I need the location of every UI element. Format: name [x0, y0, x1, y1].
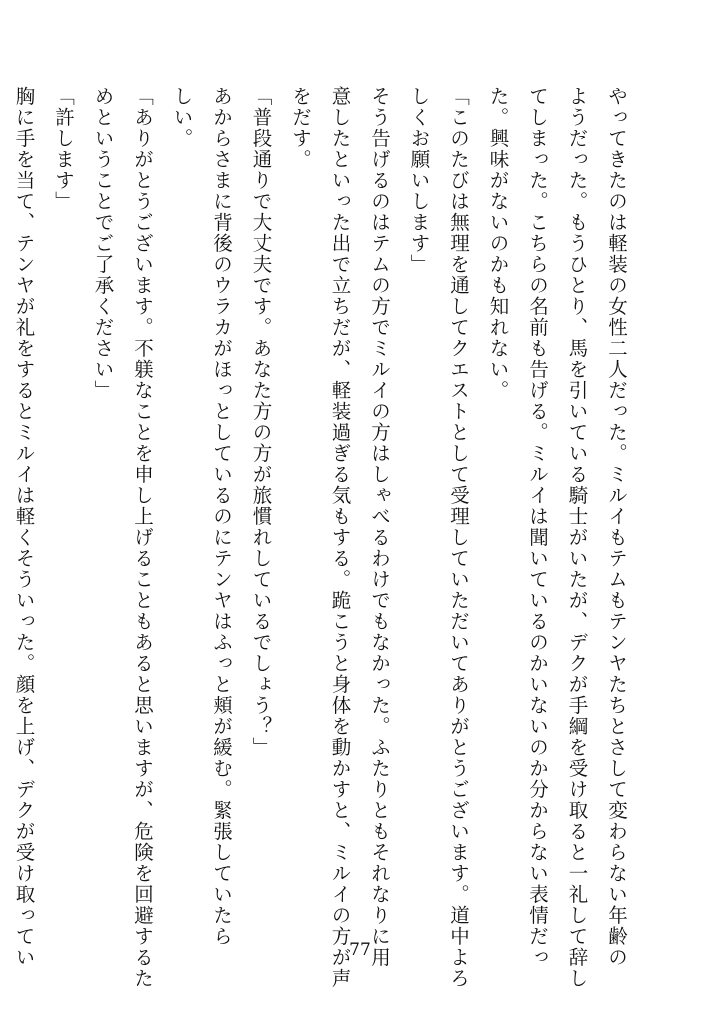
text-line: 胸に手を当て、テンヤが礼をするとミルイは軽くそういった。顔を上げ、デクが受け取ってい	[12, 86, 36, 968]
text-line: やってきたのは軽装の女性二人だった。ミルイもテムもテンヤたちとさして変わらない年齢の	[605, 86, 628, 968]
text-line: 「このたびは無理を通してクエストとして受理していただいてありがとうございます。道中よろ	[447, 86, 470, 989]
text-line: 意したといった出で立ちだが、軽装過ぎる気もする。跪こうと身体を動かすと、ミルイの方が声	[328, 86, 352, 989]
page-number: 77	[349, 940, 371, 960]
text-line	[0, 86, 4, 876]
text-line: 「普段通りで大丈夫です。あなた方の方が旅慣れしているでしょう？」	[249, 86, 273, 758]
text-line: てしまった。こちらの名前も告げる。ミルイは聞いているのかいないのか分からない表情だっ	[526, 86, 549, 968]
text-line: 「ありがとうございます。不躾なことを申し上げることもあると思いますが、危険を回避するた	[131, 86, 154, 989]
text-line: あからさまに背後のウラカがほっとしているのにテンヤはふっと頬が緩む。緊張していたら	[210, 86, 233, 947]
text-line: しい。	[170, 86, 194, 149]
text-line: しくお願いします」	[407, 86, 431, 275]
text-line: 「許します」	[52, 86, 75, 212]
text-line: をだす。	[289, 86, 312, 170]
text-line: た。興味がないのかも知れない。	[486, 86, 510, 401]
text-line: めということでご了承ください」	[91, 86, 115, 401]
text-line: そう告げるのはテムの方でミルイの方はしゃべるわけでもなかった。ふたりともそれなりに用	[368, 86, 391, 968]
text-line: ようだった。もうひとり、馬を引いている騎士がいたが、デクが手綱を受け取ると一礼して辞し	[565, 86, 589, 989]
